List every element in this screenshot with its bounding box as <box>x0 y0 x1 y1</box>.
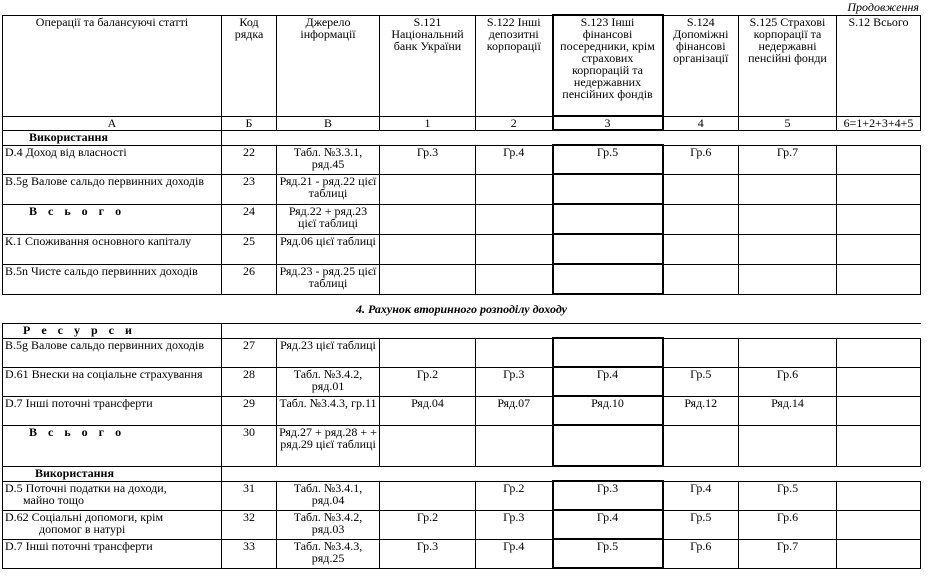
op-cell <box>3 481 222 510</box>
s121-cell: Гр.2 <box>380 367 476 396</box>
op-cell <box>3 510 222 539</box>
op-cell: К.1 Споживання основного капіталу <box>3 234 222 264</box>
header-s12: S.12 Всього <box>837 15 921 116</box>
code-cell: 23 <box>222 174 277 204</box>
table-row <box>3 204 921 234</box>
op-cell: D.7 Інші поточні трансферти <box>3 396 222 425</box>
header-ops: Операції та балансуючі статті <box>3 15 222 116</box>
table-row <box>3 264 921 294</box>
s124-cell: Гр.6 <box>663 145 739 174</box>
s125-cell: Гр.5 <box>739 481 837 510</box>
source-cell: Табл. №3.4.2, ряд.03 <box>277 510 380 539</box>
s125-cell: Гр.7 <box>739 145 837 174</box>
code-cell: 27 <box>222 338 277 367</box>
op-line-2: допомог в натурі <box>39 521 126 536</box>
op-line-1: D.62 Соціальні допомоги, крім <box>5 510 164 524</box>
source-cell: Табл. №3.4.3, гр.11 <box>277 396 380 425</box>
s122-cell: Гр.4 <box>476 145 553 174</box>
letter-cell: 3 <box>553 116 663 130</box>
source-cell: Табл. №3.3.1, ряд.45 <box>277 145 380 174</box>
s123-cell: Гр.3 <box>553 481 663 510</box>
table-row <box>3 539 921 568</box>
s121-cell: Ряд.04 <box>380 396 476 425</box>
source-cell: Табл. №3.4.1, ряд.04 <box>277 481 380 510</box>
continuation-label: Продовження <box>847 0 919 14</box>
source-cell: Ряд.06 цієї таблиці <box>277 234 380 264</box>
code-cell: 33 <box>222 539 277 568</box>
letter-cell: В <box>277 116 380 130</box>
letter-cell: 1 <box>380 116 476 130</box>
table-row <box>3 145 921 174</box>
s122-cell: Гр.4 <box>476 539 553 568</box>
s12-cell <box>837 510 921 539</box>
s124-cell: Гр.6 <box>663 539 739 568</box>
accounts-table <box>2 14 921 569</box>
s12-cell <box>837 145 921 174</box>
s125-cell: Гр.7 <box>739 539 837 568</box>
table-row <box>3 396 921 425</box>
section-title: 4. Рахунок вторинного розподілу доходу <box>3 294 921 324</box>
table-row <box>3 174 921 204</box>
s125-cell: Гр.6 <box>739 510 837 539</box>
letter-cell: 5 <box>739 116 837 130</box>
s12-cell <box>837 539 921 568</box>
s125-cell: Гр.6 <box>739 367 837 396</box>
s124-cell: Ряд.12 <box>663 396 739 425</box>
table-row <box>3 481 921 510</box>
header-s124: S.124 Допоміжні фінансові організації <box>663 15 739 116</box>
total-label: В с ь о г о <box>3 204 222 234</box>
op-cell: B.5n Чисте сальдо первинних доходів <box>3 264 222 294</box>
header-s121: S.121 Національний банк України <box>380 15 476 116</box>
letter-cell: 6=1+2+3+4+5 <box>837 116 921 130</box>
usage-label: Використання <box>3 130 222 145</box>
s123-cell: Гр.5 <box>553 539 663 568</box>
op-cell: D.61 Внески на соціальне страхування <box>3 367 222 396</box>
source-cell: Ряд.27 + ряд.28 + + ряд.29 цієї таблиці <box>277 425 380 466</box>
section1-usage-row <box>3 130 921 145</box>
s12-cell <box>837 481 921 510</box>
code-cell: 25 <box>222 234 277 264</box>
s121-cell: Гр.3 <box>380 539 476 568</box>
s12-cell <box>837 396 921 425</box>
op-cell: D.7 Інші поточні трансферти <box>3 539 222 568</box>
code-cell: 26 <box>222 264 277 294</box>
header-s125: S.125 Страхові корпорації та недержавні пенсійні фонди <box>739 15 837 116</box>
source-cell: Ряд.23 - ряд.25 цієї таблиці <box>277 264 380 294</box>
resources-label: Р е с у р с и <box>3 324 222 339</box>
section2-resources-row <box>3 324 921 339</box>
table-row <box>3 234 921 264</box>
s123-cell: Гр.5 <box>553 145 663 174</box>
code-cell: 30 <box>222 425 277 466</box>
s123-cell: Ряд.10 <box>553 396 663 425</box>
header-row <box>3 15 921 116</box>
letter-cell: 2 <box>476 116 553 130</box>
s121-cell: Гр.3 <box>380 145 476 174</box>
s123-cell: Гр.4 <box>553 510 663 539</box>
s124-cell: Гр.4 <box>663 481 739 510</box>
total-label: В с ь о г о <box>3 425 222 466</box>
s121-cell: Гр.2 <box>380 510 476 539</box>
letters-row <box>3 116 921 130</box>
source-cell: Ряд.23 цієї таблиці <box>277 338 380 367</box>
s122-cell: Гр.3 <box>476 510 553 539</box>
header-s122: S.122 Інші депозитні корпорації <box>476 15 553 116</box>
code-cell: 22 <box>222 145 277 174</box>
section-title-row <box>3 294 921 324</box>
table-row <box>3 367 921 396</box>
header-code: Код рядка <box>222 15 277 116</box>
table-row <box>3 338 921 367</box>
table-row <box>3 425 921 466</box>
source-cell: Ряд.22 + ряд.23 цієї таблиці <box>277 204 380 234</box>
s122-cell: Гр.2 <box>476 481 553 510</box>
header-source: Джерело інформації <box>277 15 380 116</box>
table-row <box>3 510 921 539</box>
s124-cell: Гр.5 <box>663 510 739 539</box>
op-cell: D.4 Доход від власності <box>3 145 222 174</box>
code-cell: 31 <box>222 481 277 510</box>
op-line-2: майно тощо <box>23 492 85 507</box>
s12-cell <box>837 367 921 396</box>
op-cell: B.5g Валове сальдо первинних доходів <box>3 338 222 367</box>
s122-cell: Гр.3 <box>476 367 553 396</box>
letter-cell: Б <box>222 116 277 130</box>
s124-cell: Гр.5 <box>663 367 739 396</box>
source-cell: Табл. №3.4.3, ряд.25 <box>277 539 380 568</box>
section2-usage-row <box>3 466 921 481</box>
s125-cell: Ряд.14 <box>739 396 837 425</box>
letter-cell: 4 <box>663 116 739 130</box>
op-line-1: D.5 Поточні податки на доходи, <box>5 481 167 495</box>
code-cell: 28 <box>222 367 277 396</box>
code-cell: 29 <box>222 396 277 425</box>
letter-cell: А <box>3 116 222 130</box>
usage-label: Використання <box>3 466 222 481</box>
s122-cell: Ряд.07 <box>476 396 553 425</box>
op-cell: B.5g Валове сальдо первинних доходів <box>3 174 222 204</box>
code-cell: 32 <box>222 510 277 539</box>
s121-cell <box>380 481 476 510</box>
s123-cell: Гр.4 <box>553 367 663 396</box>
source-cell: Ряд.21 - ряд.22 цієї таблиці <box>277 174 380 204</box>
header-s123: S.123 Інші фінансові посередники, крім страхових корпорацій та недержавних пенсійних фондів <box>553 15 663 116</box>
code-cell: 24 <box>222 204 277 234</box>
source-cell: Табл. №3.4.2, ряд.01 <box>277 367 380 396</box>
